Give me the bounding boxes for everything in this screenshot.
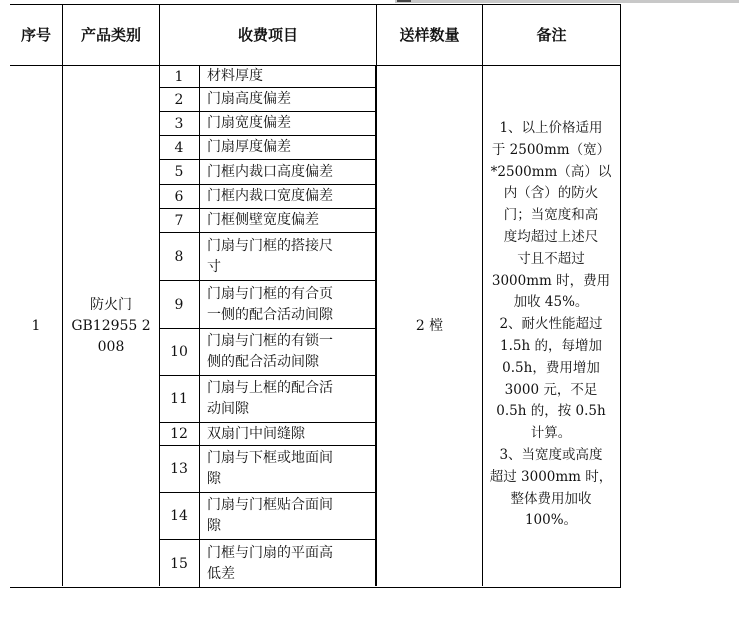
remarks-line: 2、耐火性能超过 [499, 316, 603, 333]
item-number: 3 [159, 112, 200, 135]
item-number: 5 [159, 160, 200, 184]
item-row [159, 376, 375, 423]
remarks-line: 3000 元，不足 [504, 381, 598, 398]
item-name-line: 门扇与门框的有合页 [207, 285, 333, 302]
header-quantity: 送样数量 [399, 26, 460, 44]
item-name-line: 低差 [207, 565, 235, 582]
item-number: 1 [159, 66, 200, 87]
item-row [159, 88, 375, 112]
item-number: 6 [159, 185, 200, 208]
remarks-line: 1.5h 的，每增加 [500, 337, 602, 354]
remarks-line: 整体费用加收 [510, 490, 592, 507]
header-no: 序号 [20, 26, 51, 44]
top-rule [395, 0, 739, 3]
item-number: 9 [159, 281, 200, 328]
remarks-line: 度均超过上述尺 [503, 228, 599, 245]
header-remarks: 备注 [536, 26, 567, 44]
items-list [159, 66, 376, 586]
item-row [159, 423, 375, 446]
item-name-line: 动间隙 [207, 401, 249, 417]
item-name [207, 136, 371, 159]
item-name [207, 160, 371, 184]
item-name [207, 376, 371, 422]
item-number: 4 [159, 136, 200, 159]
item-number: 13 [159, 446, 200, 492]
item-name-line: 门框与门扇的平面高 [207, 544, 333, 561]
category-line: GB12955 2 [71, 317, 151, 334]
item-number: 10 [159, 329, 200, 375]
item-name-line: 一侧的配合活动间隙 [207, 306, 333, 323]
row-no: 1 [31, 317, 41, 334]
item-name-line: 门框内裁口高度偏差 [207, 163, 333, 180]
item-row [159, 160, 375, 185]
item-name [207, 88, 371, 111]
remarks-line: 内（含）的防火 [503, 185, 599, 202]
item-row [159, 185, 375, 209]
remarks-line: 门；当宽度和高 [503, 207, 599, 224]
header-items: 收费项目 [237, 26, 298, 44]
item-row [159, 281, 375, 329]
remarks-line: 0.5h，费用增加 [502, 359, 600, 376]
remarks-line: 于 2500mm（宽） [491, 141, 611, 158]
item-name [207, 233, 371, 280]
item-name-line: 寸 [207, 258, 221, 275]
remarks-text [482, 118, 620, 532]
item-name-line: 门扇与下框或地面间 [207, 450, 333, 466]
item-number: 11 [159, 376, 200, 422]
item-name [207, 281, 371, 328]
item-name-line: 门扇与上框的配合活 [207, 380, 333, 396]
remarks-line: 100%。 [524, 512, 578, 529]
item-name-line: 双扇门中间缝隙 [207, 425, 305, 442]
item-name [207, 112, 371, 135]
remarks-line: 计算。 [530, 425, 572, 442]
category-line: 防火门 [90, 296, 132, 313]
item-name-line: 门扇厚度偏差 [207, 139, 291, 155]
item-name-line: 隙 [207, 518, 221, 534]
item-row [159, 136, 375, 160]
item-number: 7 [159, 209, 200, 232]
remarks-line: 超过 3000mm 时， [489, 468, 613, 485]
remarks-line: 1、以上价格适用 [499, 120, 603, 136]
item-name [207, 209, 371, 232]
item-number: 14 [159, 493, 200, 539]
remarks-line: 寸且不超过 [517, 250, 585, 267]
item-number: 2 [159, 88, 200, 111]
item-name-line: 材料厚度 [207, 68, 263, 84]
item-name [207, 446, 371, 492]
item-number: 15 [159, 540, 200, 587]
remarks-line: 加收 45%。 [513, 294, 589, 311]
item-name [207, 329, 371, 375]
item-name-line: 门扇与门框的搭接尺 [207, 237, 333, 254]
item-name-line: 门框侧壁宽度偏差 [207, 212, 319, 228]
item-row [159, 233, 375, 281]
item-name-line: 门扇宽度偏差 [207, 115, 291, 131]
item-name-line: 门扇高度偏差 [207, 91, 291, 107]
item-name [207, 185, 371, 208]
top-mark [397, 0, 411, 2]
remarks-line: 3、当宽度或高度 [499, 446, 603, 463]
header-category: 产品类别 [80, 26, 141, 44]
item-row [159, 112, 375, 136]
remarks-line: 0.5h 的，按 0.5h [496, 403, 606, 420]
remarks-line: 3000mm 时，费用 [491, 272, 611, 289]
item-name [207, 540, 371, 587]
item-name-line: 隙 [207, 471, 221, 487]
item-number: 12 [159, 423, 200, 445]
item-name [207, 66, 371, 87]
item-name-line: 侧的配合活动间隙 [207, 354, 319, 370]
item-row [159, 540, 375, 587]
item-name-line: 门框内裁口宽度偏差 [207, 188, 333, 204]
row-quantity: 2 樘 [415, 317, 444, 334]
item-row [159, 209, 375, 233]
item-row [159, 446, 375, 493]
row-category [63, 66, 159, 586]
item-row [159, 493, 375, 540]
item-name-line: 门扇与门框贴合面间 [207, 497, 333, 513]
item-name [207, 423, 371, 445]
item-number: 8 [159, 233, 200, 280]
item-name-line: 门扇与门框的有锁一 [207, 333, 333, 349]
item-name [207, 493, 371, 539]
remarks-line: *2500mm（高）以 [490, 163, 612, 180]
category-line: 008 [97, 338, 125, 355]
item-row [159, 66, 375, 88]
item-row [159, 329, 375, 376]
